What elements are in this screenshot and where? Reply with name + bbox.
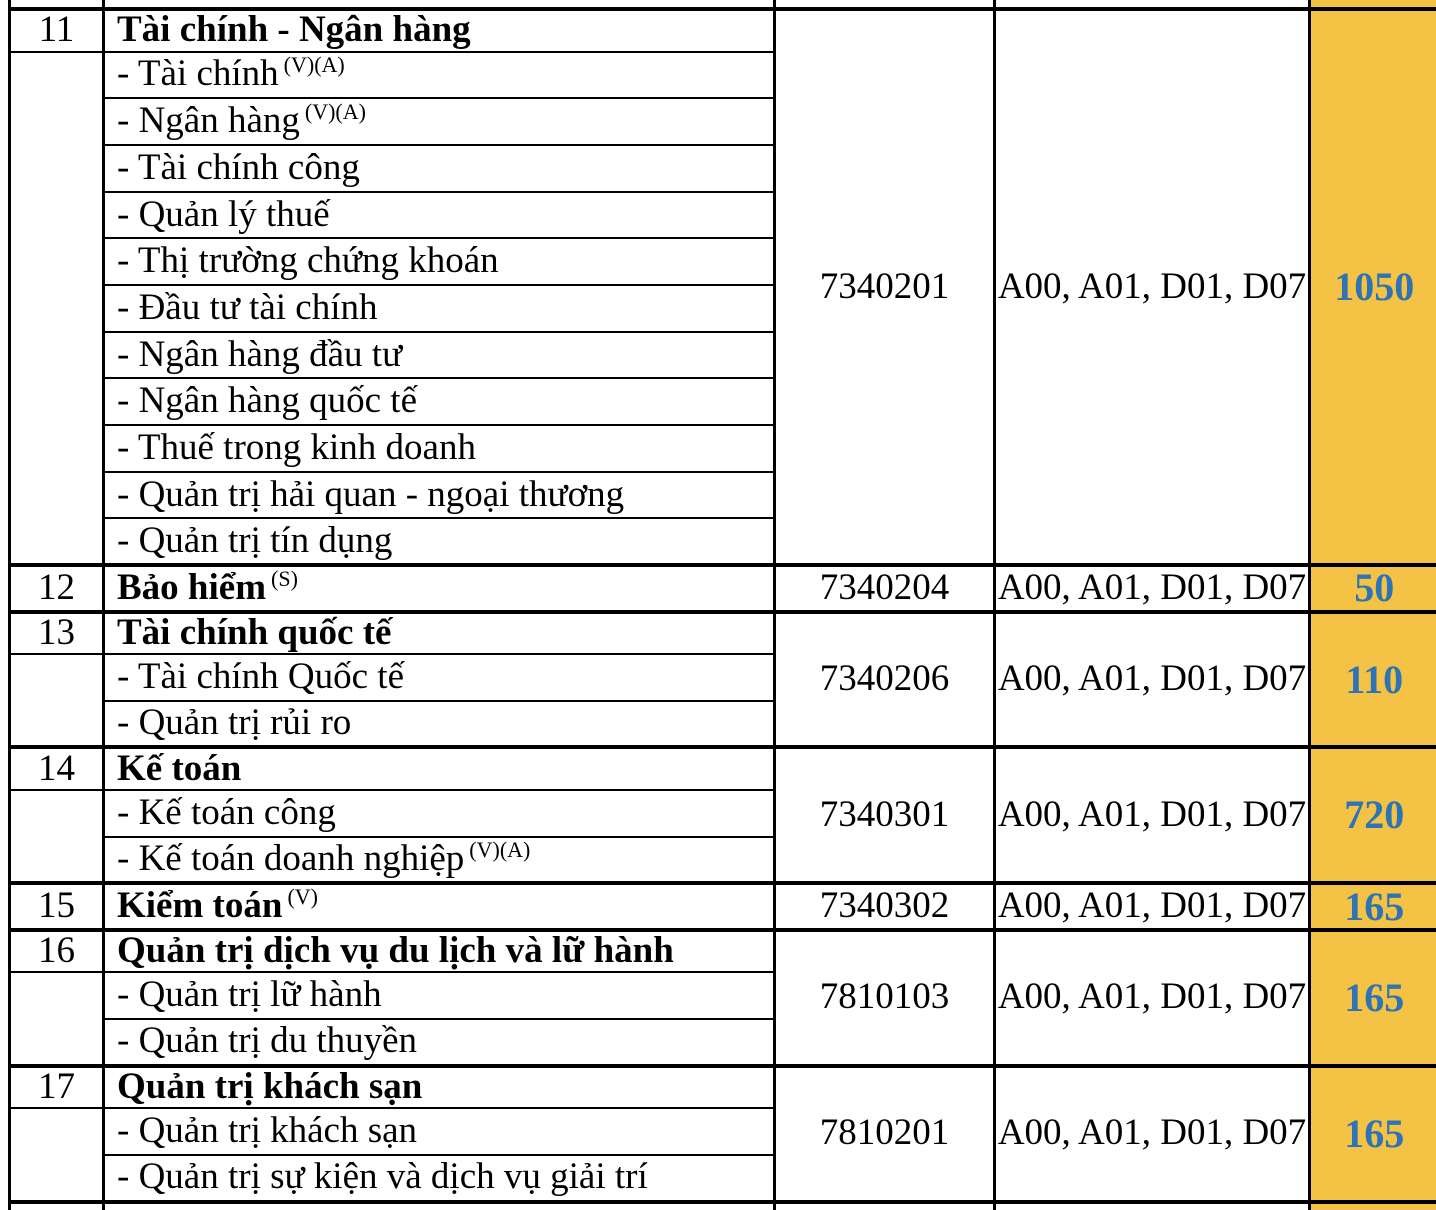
- major-header-cell: [104, 565, 775, 612]
- table-row: [10, 1202, 1436, 1210]
- sub-major-name: - Tài chính Quốc tế: [117, 656, 405, 697]
- sub-major-name: - Tài chính: [117, 53, 279, 95]
- stt-cell: [10, 654, 104, 747]
- spacer-cell: [995, 1202, 1310, 1210]
- footnote-marker: (V)(A): [469, 836, 531, 862]
- sub-major-name: - Quản trị tín dụng: [117, 519, 393, 561]
- spacer-cell: [1310, 1202, 1436, 1210]
- major-code-cell: 7340206: [775, 612, 995, 748]
- spacer-cell: [104, 0, 775, 9]
- stt-cell: [10, 972, 104, 1065]
- major-name: Bảo hiểm: [117, 566, 267, 608]
- sub-major-cell: [104, 52, 775, 99]
- spacer-cell: [775, 0, 995, 9]
- sub-major-name: - Ngân hàng quốc tế: [117, 380, 418, 422]
- table-row: [10, 747, 1436, 789]
- stt-cell: 16: [10, 930, 104, 972]
- quota-cell: 720: [1310, 747, 1436, 883]
- sub-major-name: - Kế toán doanh nghiệp: [117, 837, 465, 879]
- sub-major-name: - Quản trị sự kiện và dịch vụ giải trí: [117, 1156, 648, 1198]
- major-code-cell: 7340301: [775, 747, 995, 883]
- stt-cell: 11: [10, 9, 104, 51]
- sub-major-cell: [104, 378, 775, 425]
- quota-cell: 165: [1310, 883, 1436, 930]
- sub-major-name: - Ngân hàng: [117, 100, 300, 142]
- sub-major-name: - Kế toán công: [117, 791, 336, 833]
- sub-major-name: - Đầu tư tài chính: [117, 286, 378, 328]
- major-name: Tài chính - Ngân hàng: [117, 9, 471, 51]
- major-name: Kế toán: [117, 747, 242, 789]
- major-name: Quản trị dịch vụ du lịch và lữ hành: [117, 930, 674, 972]
- sub-major-cell: [104, 701, 775, 748]
- sub-major-name: - Quản lý thuế: [117, 193, 330, 235]
- sub-major-cell: [104, 1108, 775, 1155]
- table-row: [10, 883, 1436, 930]
- stt-cell: [10, 1108, 104, 1201]
- sub-major-cell: [104, 98, 775, 145]
- footnote-marker: (S): [271, 565, 298, 591]
- table-row: [10, 612, 1436, 654]
- major-code-cell: 7340201: [775, 9, 995, 565]
- sub-major-cell: [104, 472, 775, 519]
- sub-major-name: - Quản trị khách sạn: [117, 1110, 418, 1152]
- major-name: Tài chính quốc tế: [117, 611, 392, 653]
- major-header-cell: [104, 612, 775, 654]
- major-header-cell: [104, 9, 775, 51]
- major-code-cell: 7340204: [775, 565, 995, 612]
- sub-major-name: - Quản trị hải quan - ngoại thương: [117, 473, 625, 515]
- sub-major-name: - Quản trị rủi ro: [117, 702, 352, 744]
- sub-major-cell: [104, 654, 775, 701]
- spacer-cell: [775, 1202, 995, 1210]
- quota-cell: 165: [1310, 930, 1436, 1066]
- combination-cell: A00, A01, D01, D07: [995, 883, 1310, 930]
- stt-cell: 15: [10, 883, 104, 930]
- stt-cell: 13: [10, 612, 104, 654]
- combination-cell: A00, A01, D01, D07: [995, 930, 1310, 1066]
- sub-major-cell: [104, 192, 775, 239]
- admissions-table: [8, 0, 1436, 1210]
- footnote-marker: (V)(A): [304, 98, 366, 124]
- quota-cell: 50: [1310, 565, 1436, 612]
- spacer-cell: [10, 1202, 104, 1210]
- sub-major-cell: [104, 1155, 775, 1202]
- table-row: [10, 9, 1436, 51]
- major-header-cell: [104, 1066, 775, 1108]
- spacer-cell: [995, 0, 1310, 9]
- stt-cell: 12: [10, 565, 104, 612]
- sub-major-name: - Thị trường chứng khoán: [117, 240, 499, 282]
- sub-major-cell: [104, 518, 775, 565]
- stt-cell: 17: [10, 1066, 104, 1108]
- combination-cell: A00, A01, D01, D07: [995, 565, 1310, 612]
- table-row: [10, 0, 1436, 9]
- major-code-cell: 7340302: [775, 883, 995, 930]
- sub-major-name: - Quản trị lữ hành: [117, 974, 382, 1016]
- sub-major-name: - Tài chính công: [117, 146, 360, 188]
- major-name: Kiểm toán: [117, 885, 283, 927]
- spacer-cell: [1310, 0, 1436, 9]
- sub-major-cell: [104, 332, 775, 379]
- spacer-cell: [104, 1202, 775, 1210]
- sub-major-name: - Quản trị du thuyền: [117, 1020, 418, 1062]
- sub-major-cell: [104, 238, 775, 285]
- footnote-marker: (V)(A): [283, 52, 345, 78]
- sub-major-cell: [104, 145, 775, 192]
- spacer-cell: [10, 0, 104, 9]
- sub-major-name: - Ngân hàng đầu tư: [117, 333, 403, 375]
- table-row: [10, 1066, 1436, 1108]
- major-header-cell: [104, 930, 775, 972]
- stt-cell: [10, 52, 104, 565]
- combination-cell: A00, A01, D01, D07: [995, 9, 1310, 565]
- table-row: [10, 565, 1436, 612]
- major-header-cell: [104, 747, 775, 789]
- quota-cell: 110: [1310, 612, 1436, 748]
- sub-major-cell: [104, 1019, 775, 1066]
- sub-major-cell: [104, 837, 775, 884]
- sub-major-cell: [104, 285, 775, 332]
- combination-cell: A00, A01, D01, D07: [995, 612, 1310, 748]
- sub-major-cell: [104, 790, 775, 837]
- stt-cell: [10, 790, 104, 883]
- footnote-marker: (V): [287, 883, 318, 909]
- sub-major-name: - Thuế trong kinh doanh: [117, 426, 476, 468]
- quota-cell: 165: [1310, 1066, 1436, 1202]
- quota-cell: 1050: [1310, 9, 1436, 565]
- sub-major-cell: [104, 425, 775, 472]
- sub-major-cell: [104, 972, 775, 1019]
- major-code-cell: 7810103: [775, 930, 995, 1066]
- table-row: [10, 930, 1436, 972]
- stt-cell: 14: [10, 747, 104, 789]
- combination-cell: A00, A01, D01, D07: [995, 747, 1310, 883]
- major-name: Quản trị khách sạn: [117, 1066, 423, 1107]
- major-header-cell: [104, 883, 775, 930]
- combination-cell: A00, A01, D01, D07: [995, 1066, 1310, 1202]
- major-code-cell: 7810201: [775, 1066, 995, 1202]
